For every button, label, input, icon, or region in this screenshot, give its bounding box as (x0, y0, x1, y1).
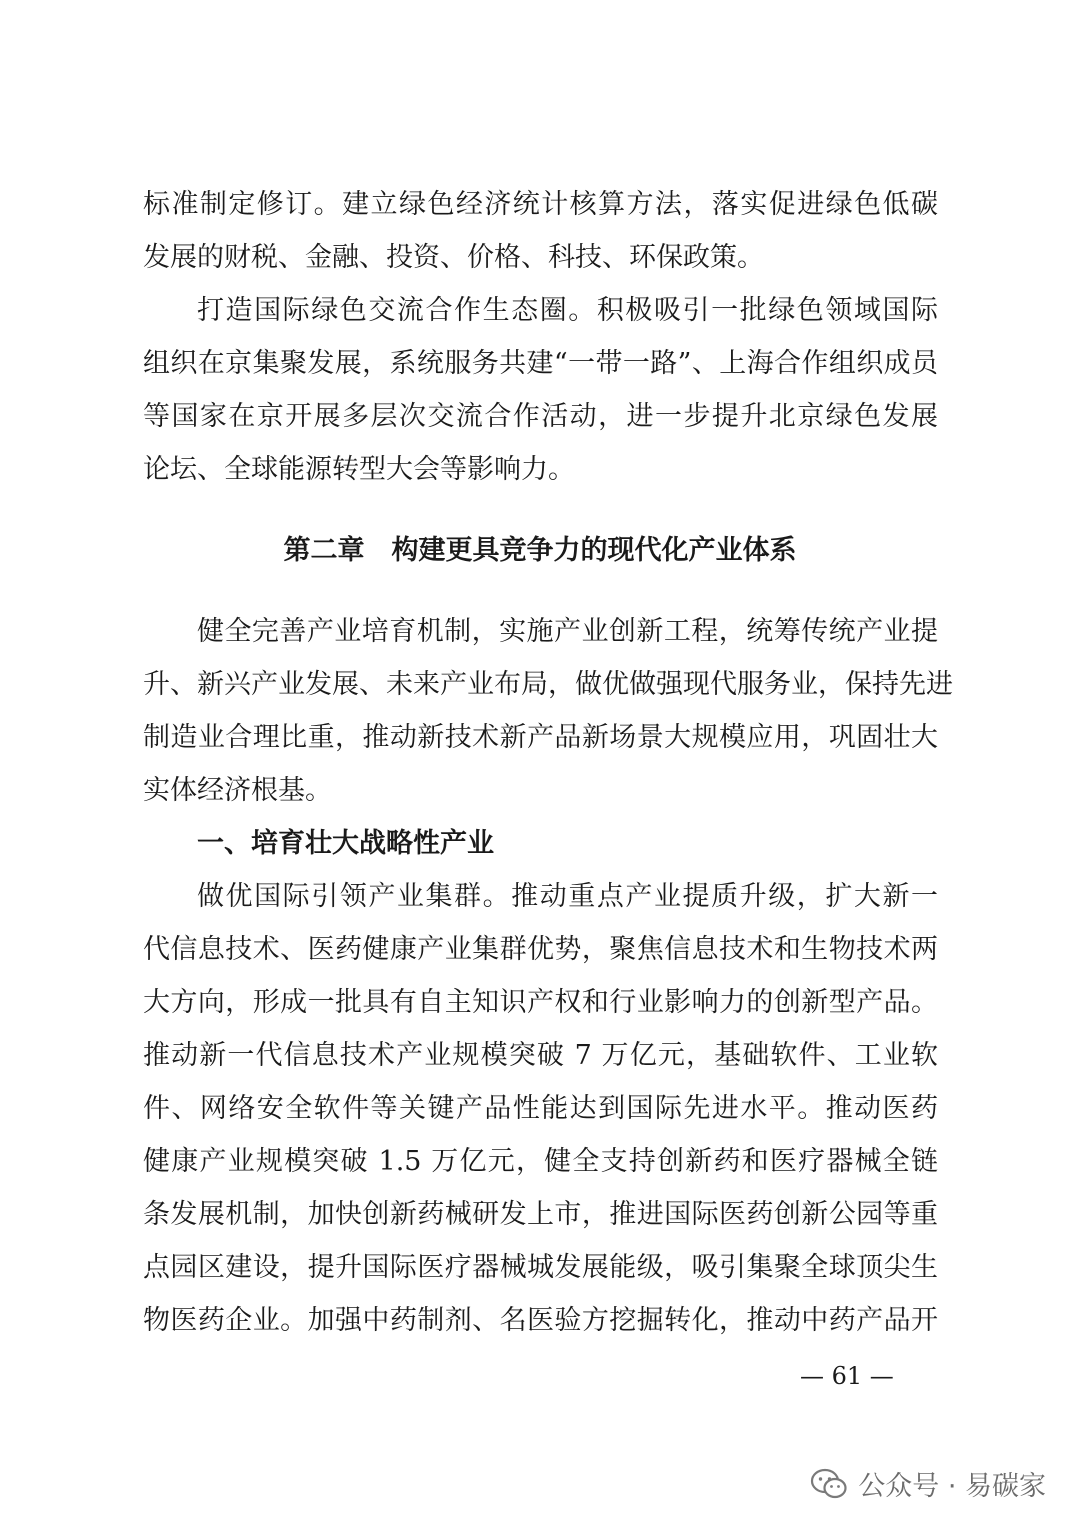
body-line: 健康产业规模突破 1.5 万亿元，健全支持创新药和医疗器械全链 (143, 1146, 938, 1177)
body-line: 组织在京集聚发展，系统服务共建“一带一路”、上海合作组织成员 (143, 348, 938, 379)
body-line: 大方向，形成一批具有自主知识产权和行业影响力的创新型产品。 (143, 987, 938, 1018)
body-line: 实体经济根基。 (143, 775, 332, 806)
body-line: 健全完善产业培育机制，实施产业创新工程，统筹传统产业提 (197, 616, 938, 647)
body-line: 等国家在京开展多层次交流合作活动，进一步提升北京绿色发展 (143, 401, 938, 432)
wechat-icon (810, 1468, 848, 1500)
body-line: 物医药企业。加强中药制剂、名医验方挖掘转化，推动中药产品开 (143, 1305, 938, 1336)
body-line: 升、新兴产业发展、未来产业布局，做优做强现代服务业，保持先进 (143, 669, 953, 700)
body-line: 制造业合理比重，推动新技术新产品新场景大规模应用，巩固壮大 (143, 722, 938, 753)
chapter-title: 第二章 构建更具竞争力的现代化产业体系 (283, 535, 797, 566)
body-line: 做优国际引领产业集群。推动重点产业提质升级，扩大新一 (197, 881, 938, 912)
body-line: 发展的财税、金融、投资、价格、科技、环保政策。 (143, 242, 764, 273)
body-line: 点园区建设，提升国际医疗器械城发展能级，吸引集聚全球顶尖生 (143, 1252, 938, 1283)
body-line: 标准制定修订。建立绿色经济统计核算方法，落实促进绿色低碳 (143, 189, 938, 220)
body-line: 论坛、全球能源转型大会等影响力。 (143, 454, 575, 485)
body-line: 件、网络安全软件等关键产品性能达到国际先进水平。推动医药 (143, 1093, 938, 1124)
watermark-text: 公众号 · 易碳家 (858, 1471, 1046, 1502)
section-title: 一、培育壮大战略性产业 (197, 828, 494, 859)
page-number: — 61 — (800, 1362, 894, 1390)
body-line: 推动新一代信息技术产业规模突破 7 万亿元，基础软件、工业软 (143, 1040, 938, 1071)
body-line: 打造国际绿色交流合作生态圈。积极吸引一批绿色领域国际 (197, 295, 938, 326)
body-line: 代信息技术、医药健康产业集群优势，聚焦信息技术和生物技术两 (143, 934, 938, 965)
body-line: 条发展机制，加快创新药械研发上市，推进国际医药创新公园等重 (143, 1199, 938, 1230)
watermark (810, 1464, 1046, 1503)
